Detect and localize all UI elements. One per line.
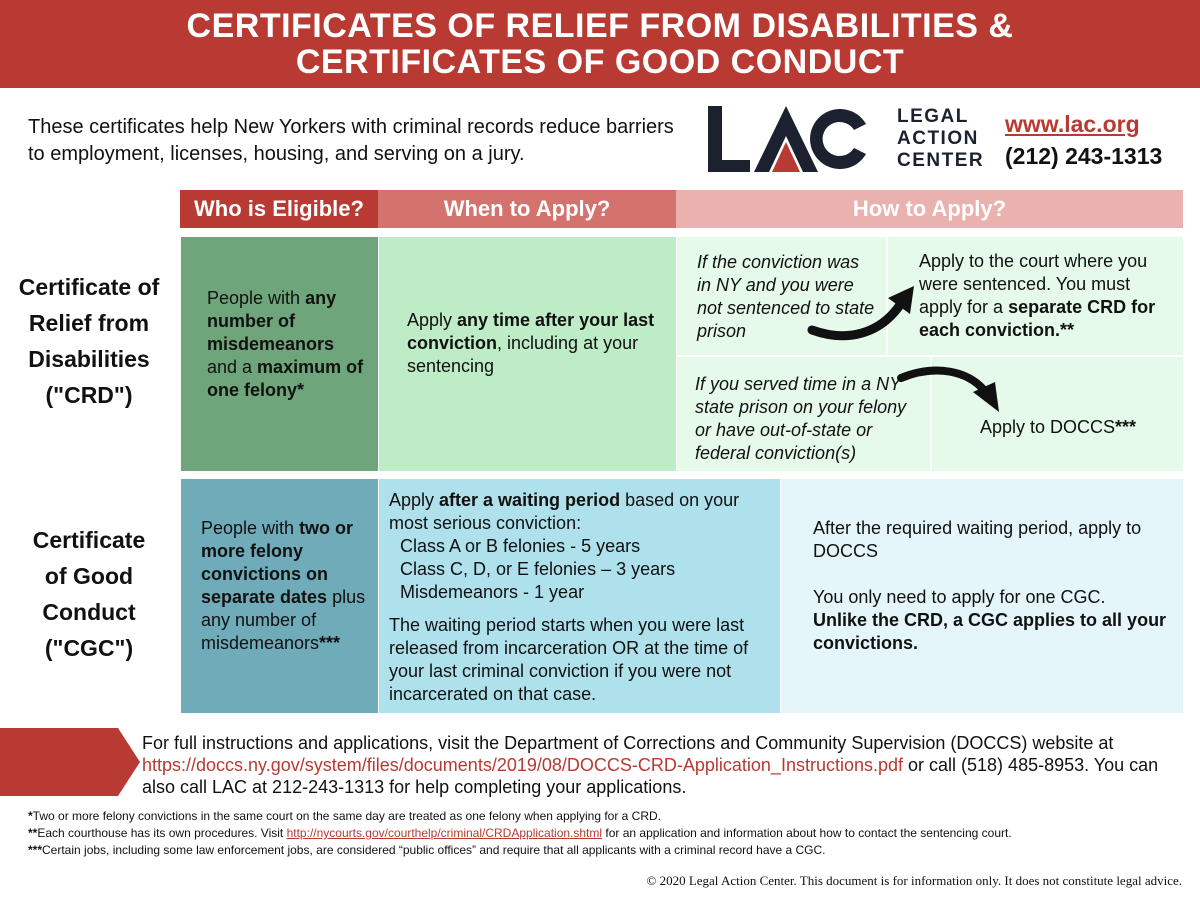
footer-text: For full instructions and applications, visit the Department of Corrections and Community Supervision (DOCCS) website at [142, 733, 1114, 753]
crd-label-line: Relief from [28, 310, 150, 336]
cgc-elig-text: plus any number of misdemeanors [201, 587, 366, 653]
logo-letter-l [708, 106, 750, 172]
crd-elig-bold: maximum of one felony* [207, 357, 364, 400]
crd-elig-text: People with [207, 288, 306, 308]
crd-when-cell [379, 237, 676, 471]
cgc-how-bold: Unlike the CRD, a CGC applies to all your convictions. [813, 610, 1167, 653]
crd-how-condition-prison: If you served time in a NY state prison on your felony or have out-of-state or federal conviction(s) [677, 357, 930, 471]
contact-block [1005, 108, 1162, 172]
footnote-mark: ** [28, 826, 38, 840]
title-line-1: CERTIFICATES OF RELIEF FROM DISABILITIES & [186, 7, 1014, 45]
cgc-label-line: ("CGC") [44, 635, 134, 661]
waiting-period-class: Class A or B felonies - 5 years [400, 536, 641, 556]
cgc-label-line: of Good [44, 563, 134, 589]
crd-label-line: Disabilities [28, 346, 150, 372]
phone-number: (212) 243-1313 [1005, 143, 1163, 169]
row-label-cgc [0, 522, 178, 666]
logo-word-center: CENTER [897, 150, 985, 171]
crd-elig-text: and a [207, 357, 258, 377]
waiting-period-note: The waiting period starts when you were last released from incarceration OR at the time of your last criminal conviction if you were not incarcerated on that case. [389, 615, 749, 704]
footnote-3 [28, 842, 1188, 859]
crd-when-text: Apply [407, 310, 458, 330]
title-line-2: CERTIFICATES OF GOOD CONDUCT [295, 43, 905, 81]
footnote-1 [28, 808, 1188, 825]
logo-letter-c [810, 109, 866, 169]
cgc-elig-stars: *** [319, 633, 341, 653]
crd-eligibility-cell [181, 237, 378, 471]
cgc-when-text: based on your most serious conviction: [389, 490, 740, 533]
footnote-text: Two or more felony convictions in the same court on the same day are treated as one felony when applying for a CRD. [32, 809, 662, 823]
crd-how-apply-court [888, 237, 1183, 355]
title-banner [0, 0, 1200, 88]
intro-text: These certificates help New Yorkers with criminal records reduce barriers to employment, licenses, housing, and serving on a jury. [28, 116, 674, 165]
cgc-how-cell [781, 479, 1183, 713]
footnotes [28, 808, 1188, 859]
cgc-elig-bold: two or more felony convictions on separate dates [201, 518, 354, 607]
footer-text: or call (518) 485-8953. You can also call LAC at 212-243-1313 for help completing your applications. [142, 755, 1159, 797]
crd-when-text: , including at your sentencing [407, 333, 639, 376]
logo-word-legal: LEGAL [897, 106, 969, 127]
footer-instructions [142, 732, 1192, 798]
curved-arrow-icon [895, 360, 1010, 420]
header-how-apply: How to Apply? [676, 190, 1183, 228]
crd-elig-bold: any number of misdemeanors [207, 288, 337, 354]
curved-arrow-icon [800, 280, 920, 350]
cgc-how-text: After the required waiting period, apply to DOCCS [813, 518, 1142, 561]
cgc-label-line: Conduct [42, 599, 136, 625]
waiting-period-class: Class C, D, or E felonies – 3 years [400, 559, 676, 579]
cgc-when-bold: after a waiting period [439, 490, 621, 510]
cgc-when-cell [379, 479, 780, 713]
cgc-elig-text: People with [201, 518, 300, 538]
crd-how-condition-ny: If the conviction was in NY and you were not sentenced to state prison [677, 237, 886, 355]
crd-how-doccs-stars: *** [1115, 417, 1137, 437]
website-link[interactable]: www.lac.org [1005, 111, 1140, 137]
waiting-period-class: Misdemeanors - 1 year [400, 582, 585, 602]
crd-label-line: Certificate of [18, 274, 160, 300]
row-label-crd [0, 269, 178, 413]
footnote-text: Certain jobs, including some law enforcement jobs, are considered “public offices” and require that all applicants with a criminal record have a CGC. [42, 843, 826, 857]
cgc-how-text: You only need to apply for one CGC. [813, 587, 1106, 607]
header-when-apply: When to Apply? [378, 190, 676, 228]
cgc-when-text: Apply [389, 490, 440, 510]
crd-how-court-text: Apply to the court where you were sentenced. You must apply for a [919, 251, 1148, 317]
crd-label-line: ("CRD") [45, 382, 133, 408]
logo-wordmark [897, 106, 984, 172]
footnote-text: Each courthouse has its own procedures. Visit [37, 826, 287, 840]
nycourts-link[interactable]: http://nycourts.gov/courthelp/criminal/CRDApplication.shtml [286, 826, 603, 840]
footnote-mark: *** [28, 843, 43, 857]
doccs-instructions-link[interactable]: https://doccs.ny.gov/system/files/documents/2019/08/DOCCS-CRD-Application_Instructions.pdf [142, 755, 904, 775]
crd-how-court-bold: separate CRD for each conviction.** [919, 297, 1156, 340]
footnote-2 [28, 825, 1188, 842]
crd-when-bold: any time after your last conviction [407, 310, 655, 353]
cgc-eligibility-cell [181, 479, 378, 713]
footnote-text: for an application and information about how to contact the sentencing court. [602, 826, 1012, 840]
header-who-eligible: Who is Eligible? [180, 190, 378, 228]
copyright-notice: © 2020 Legal Action Center. This document is for information only. It does not constitute legal advice. [646, 873, 1182, 888]
footer-arrow-band [0, 728, 150, 796]
cgc-label-line: Certificate [32, 527, 146, 553]
logo-word-action: ACTION [897, 128, 979, 149]
crd-how-doccs-text: Apply to DOCCS [980, 417, 1116, 437]
footnote-mark: * [28, 809, 33, 823]
